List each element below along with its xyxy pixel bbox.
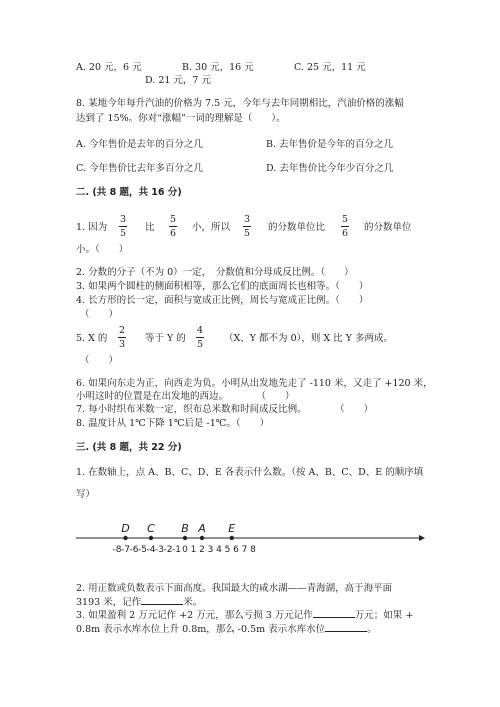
number-line-point-d [123,536,127,540]
s2-q5-fraction-1: 2 3 [118,325,126,350]
number-line-tick-label: 8 [250,545,256,555]
option-a: A. 20 元，6 元 [76,62,142,73]
s3-q3-line2 [76,622,377,636]
number-line-tick-label: -8 [112,545,122,555]
option-b: B. 30 元，16 元 [182,62,254,73]
section-3-title: 三. (共 8 题，共 22 分) [76,442,182,453]
s2-q2: 2. 分数的分子（不为 0）一定， 分数值和分母成反比例。（ ） [76,267,354,278]
s3-q2-blank[interactable] [141,595,183,605]
s2-q1-fraction-1: 3 5 [119,214,127,239]
q8-option-b: B. 去年售价是今年的百分之几 [266,139,394,150]
q8-option-d: D. 去年售价比今年少百分之几 [266,163,394,174]
option-c: C. 25 元，11 元 [294,62,366,73]
number-line-tick-label: 2 [199,545,205,555]
number-line-tick-label: 5 [224,545,231,555]
s3-q3-blank-1[interactable] [313,608,355,618]
s2-q6-line2: 小明这时的位置是在出发地的西边。 （ ） [76,391,295,402]
number-line-point-label: E [228,522,236,535]
s3-q1-line1: 1. 在数轴上，点 A、B、C、D、E 各表示什么数。（按 A、B、C、D、E 的顺序填 [76,467,424,478]
s2-q6-line1: 6. 如果向东走为正，向西走为负。小明从出发地先走了 -110 米，又走了 +120 米， [76,378,433,389]
s3-q2-text-a: 3193 米，记作 [76,597,142,608]
number-line-tick-label: 3 [207,545,214,555]
s3-q2-text-b: 米。 [183,597,203,608]
number-line-point-b [183,536,187,540]
s2-q4: 4. 长方形的长一定，面积与宽成正比例，周长与宽成正比例。（ ） [76,295,369,306]
question-8-line1: 8. 某地今年每升汽油的价格为 7.5 元，今年与去年同期相比，汽油价格的涨幅 [76,98,404,109]
s2-q3: 3. 如果两个圆柱的侧面积相等，那么它们的底面周长也相等。（ ） [76,281,369,292]
s2-q5-fraction-2: 4 5 [196,325,204,350]
s2-q1-prefix: 1. 因为 [76,222,108,233]
number-line-point-label: B [181,522,189,535]
number-line-tick-label: 1 [190,545,197,555]
q8-option-c: C. 今年售价比去年多百分之几 [76,163,203,174]
s3-q1-line2: 写） [76,489,96,500]
number-line-tick-label: -3 [155,545,164,555]
s3-q3-blank-2[interactable] [325,622,367,632]
s3-q3-text-a: 3. 如果盈利 2 万元记作 +2 万元，那么亏损 3 万元记作 [76,610,313,621]
s2-q1-fraction-4: 5 6 [341,214,349,239]
s3-q2-line2 [76,595,202,609]
s3-q3-line1 [76,608,413,622]
s2-q1-mid2: 的分数单位比 [268,222,326,233]
s3-q3-text-d: 。 [367,624,377,635]
number-line-tick-label: -2 [163,545,173,555]
number-line-point-label: A [198,522,206,535]
number-line-point-label: C [147,522,155,535]
s2-q1-end: 的分数单位 [364,222,412,233]
number-line-tick-label: 7 [241,545,248,555]
s2-q7: 7. 每小时织布米数一定，织布总米数和时间成反比例。 （ ） [76,404,374,415]
number-line-tick-label: -7 [121,545,130,555]
s2-q4-paren: （ ） [80,309,119,320]
number-line-arrow [419,535,425,541]
s2-q1-fraction-2: 5 6 [169,214,177,239]
number-line-tick-label: -6 [129,545,139,555]
section-2-title: 二. (共 8 题，共 16 分) [76,187,182,198]
s2-q5-paren: （ ） [80,355,119,366]
s3-q3-text-c: 0.8m 表示水库水位上升 0.8m，那么 -0.5m 表示水库水位 [76,624,326,635]
number-line [76,520,496,560]
s2-q1-line2: 小。（ ） [76,244,129,255]
s2-q5-mid: 等于 Y 的 [145,333,186,344]
s2-q5-end: （X、Y 都不为 0），则 X 比 Y 多两成。 [224,333,393,344]
number-line-tick-label: 0 [182,545,188,555]
s2-q8: 8. 温度计从 1℃下降 1℃后是 -1℃。（ ） [76,418,270,429]
option-d: D. 21 元，7 元 [145,75,211,86]
number-line-point-c [149,536,153,540]
s2-q1-bi: 比 [145,222,155,233]
s2-q5-prefix: 5. X 的 [76,333,108,344]
s3-q3-text-b: 万元；如果 + [354,610,414,621]
s2-q1-mid: 小，所以 [192,222,231,233]
s3-q2-line1: 2. 用正数或负数表示下面高度。我国最大的咸水湖——青海湖，高于海平面 [76,583,393,594]
number-line-tick-label: -4 [146,545,156,555]
number-line-point-a [200,536,204,540]
number-line-tick-label: 6 [233,545,239,555]
number-line-tick-label: 4 [216,545,222,555]
s2-q1-fraction-3: 3 5 [243,214,251,239]
question-8-line2: 达到了 15%。你对“涨幅”一词的理解是（ ）。 [76,113,286,124]
q8-option-a: A. 今年售价是去年的百分之几 [76,139,203,150]
number-line-tick-label: -1 [172,545,181,555]
number-line-point-e [230,536,234,540]
number-line-tick-label: -5 [138,545,147,555]
number-line-point-label: D [121,522,130,535]
